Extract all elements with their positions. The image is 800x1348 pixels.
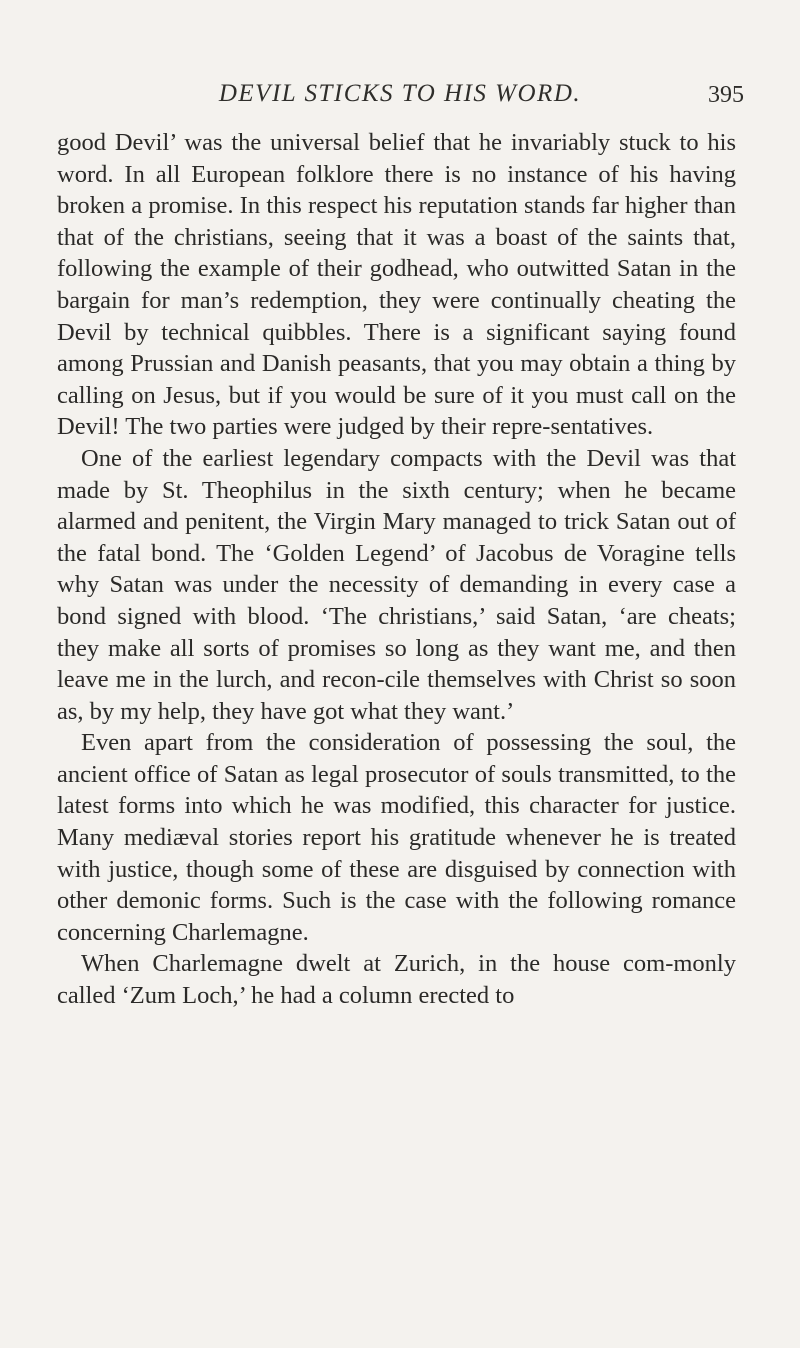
- body-text: [57, 127, 736, 1012]
- paragraph-2: One of the earliest legendary compacts with the Devil was that made by St. Theophilus in the sixth century; when he became alarmed and penitent, the Virgin Mary managed to trick Satan out of the fatal bond. The ‘Golden Legend’ of Jacobus de Voragine tells why Satan was under the necessity of demanding in every case a bond signed with blood. ‘The christians,’ said Satan, ‘are cheats; they make all sorts of promises so long as they want me, and then leave me in the lurch, and recon-cile themselves with Christ so soon as, by my help, they have got what they want.’: [57, 444, 736, 725]
- running-title: DEVIL STICKS TO HIS WORD.: [218, 80, 582, 107]
- paragraph-3: Even apart from the consideration of possessing the soul, the ancient office of Satan as legal prosecutor of souls transmitted, to the latest forms into which he was modified, this character for justice. Many mediæval stories report his gratitude whenever he is treated with justice, though some of these are disguised by connection with other demonic forms. Such is the case with the following romance concerning Charlemagne.: [57, 729, 736, 946]
- page-number: 395: [708, 82, 744, 108]
- paragraph-4: When Charlemagne dwelt at Zurich, in the house com-monly called ‘Zum Loch,’ he had a column erected to: [57, 950, 736, 1010]
- paragraph-1: good Devil’ was the universal belief that he invariably stuck to his word. In all European folklore there is no instance of his having broken a promise. In this respect his reputation stands far higher than that of the christians, seeing that it was a boast of the saints that, following the example of their godhead, who outwitted Satan in the bargain for man’s redemption, they were continually cheating the Devil by technical quibbles. There is a significant saying found among Prussian and Danish peasants, that you may obtain a thing by calling on Jesus, but if you would be sure of it you must call on the Devil! The two parties were judged by their repre-sentatives.: [57, 129, 736, 441]
- running-header: [60, 80, 744, 116]
